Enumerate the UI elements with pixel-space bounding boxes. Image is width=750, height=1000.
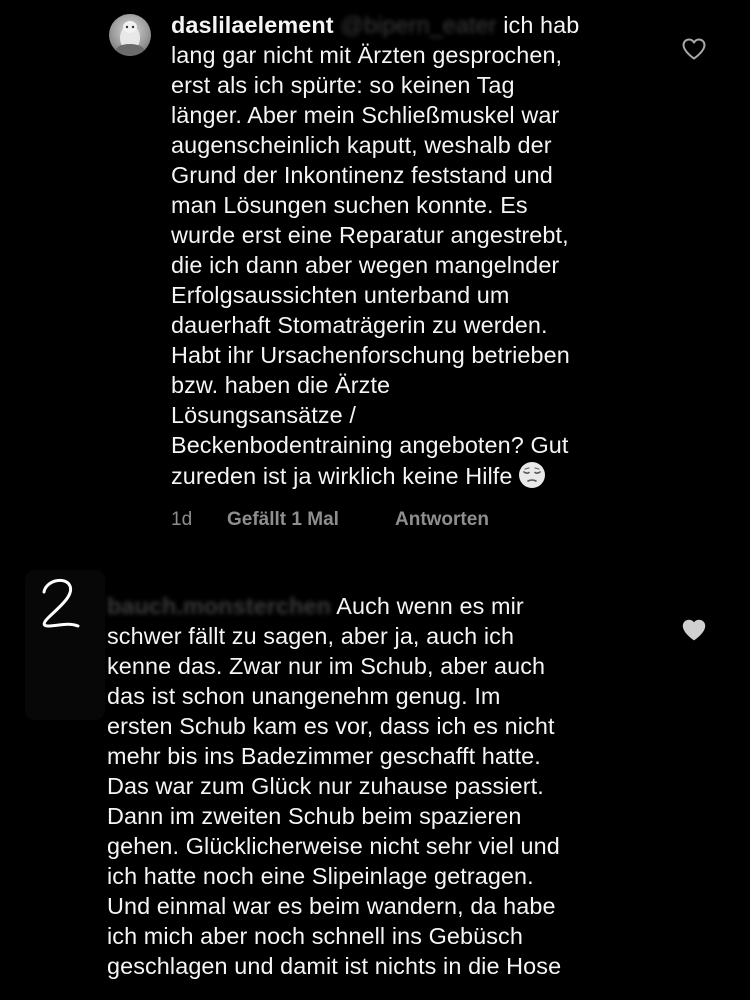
comment-first-line bbox=[107, 591, 647, 621]
comment-line: Lösungsansätze / bbox=[171, 402, 356, 428]
comment-line: länger. Aber mein Schließmuskel war bbox=[171, 102, 560, 128]
avatar-image bbox=[109, 14, 151, 56]
comment-line: kenne das. Zwar nur im Schub, aber auch bbox=[107, 653, 546, 679]
like-heart-icon[interactable] bbox=[681, 37, 707, 61]
comment-line: gehen. Glücklicherweise nicht sehr viel und bbox=[107, 833, 560, 859]
comment-line: lang gar nicht mit Ärzten gesprochen, bbox=[171, 42, 563, 68]
comment-timestamp: 1d bbox=[171, 509, 193, 530]
comment-line: ich hab bbox=[503, 12, 580, 38]
comment-line: ich hatte noch eine Slipeinlage getragen. bbox=[107, 863, 534, 889]
comment-line: ich mich aber noch schnell ins Gebüsch bbox=[107, 923, 523, 949]
comment-username[interactable]: bauch.monsterchen bbox=[107, 593, 331, 619]
comment-line: zureden ist ja wirklich keine Hilfe bbox=[171, 463, 513, 489]
comment-line: ersten Schub kam es vor, dass ich es nicht bbox=[107, 713, 555, 739]
comment-line: Grund der Inkontinenz feststand und bbox=[171, 162, 553, 188]
comment-line: Das war zum Glück nur zuhause passiert. bbox=[107, 773, 544, 799]
comment-line: mehr bis ins Badezimmer geschafft hatte. bbox=[107, 743, 541, 769]
comment-line: erst als ich spürte: so keinen Tag bbox=[171, 72, 515, 98]
pensive-face-icon bbox=[517, 460, 547, 490]
handwritten-annotation bbox=[34, 574, 90, 634]
comment-line: die ich dann aber wegen mangelnder bbox=[171, 252, 560, 278]
comment-line: Dann im zweiten Schub beim spazieren bbox=[107, 803, 522, 829]
avatar[interactable] bbox=[109, 14, 151, 56]
comment-line: bzw. haben die Ärzte bbox=[171, 372, 391, 398]
comment-line: Erfolgsaussichten unterband um bbox=[171, 282, 510, 308]
comment-username[interactable]: daslilaelement bbox=[171, 12, 334, 38]
comment-line: Und einmal war es beim wandern, da habe bbox=[107, 893, 556, 919]
comment-line: Beckenbodentraining angeboten? Gut bbox=[171, 432, 569, 458]
comment-line: schwer fällt zu sagen, aber ja, auch ich bbox=[107, 623, 515, 649]
mention-link[interactable]: @bipern_eater bbox=[340, 12, 497, 38]
comment-line: man Lösungen suchen konnte. Es bbox=[171, 192, 528, 218]
comment-text bbox=[171, 10, 651, 491]
likes-count-link[interactable]: Gefällt 1 Mal bbox=[227, 509, 339, 530]
comment-line: das ist schon unangenehm genug. Im bbox=[107, 683, 501, 709]
comment-line: geschlagen und damit ist nichts in die Hose bbox=[107, 953, 562, 979]
comment-line: augenscheinlich kaputt, weshalb der bbox=[171, 132, 552, 158]
like-heart-filled-icon[interactable] bbox=[681, 618, 707, 642]
comment-last-line bbox=[171, 460, 651, 491]
comment-first-line bbox=[171, 10, 651, 40]
comment-line: dauerhaft Stomaträgerin zu werden. bbox=[171, 312, 548, 338]
comment-text bbox=[107, 591, 647, 981]
comment-line: wurde erst eine Reparatur angestrebt, bbox=[171, 222, 569, 248]
comment-line: Auch wenn es mir bbox=[336, 593, 524, 619]
comment-line: Habt ihr Ursachenforschung betrieben bbox=[171, 342, 570, 368]
reply-button[interactable]: Antworten bbox=[395, 509, 489, 530]
